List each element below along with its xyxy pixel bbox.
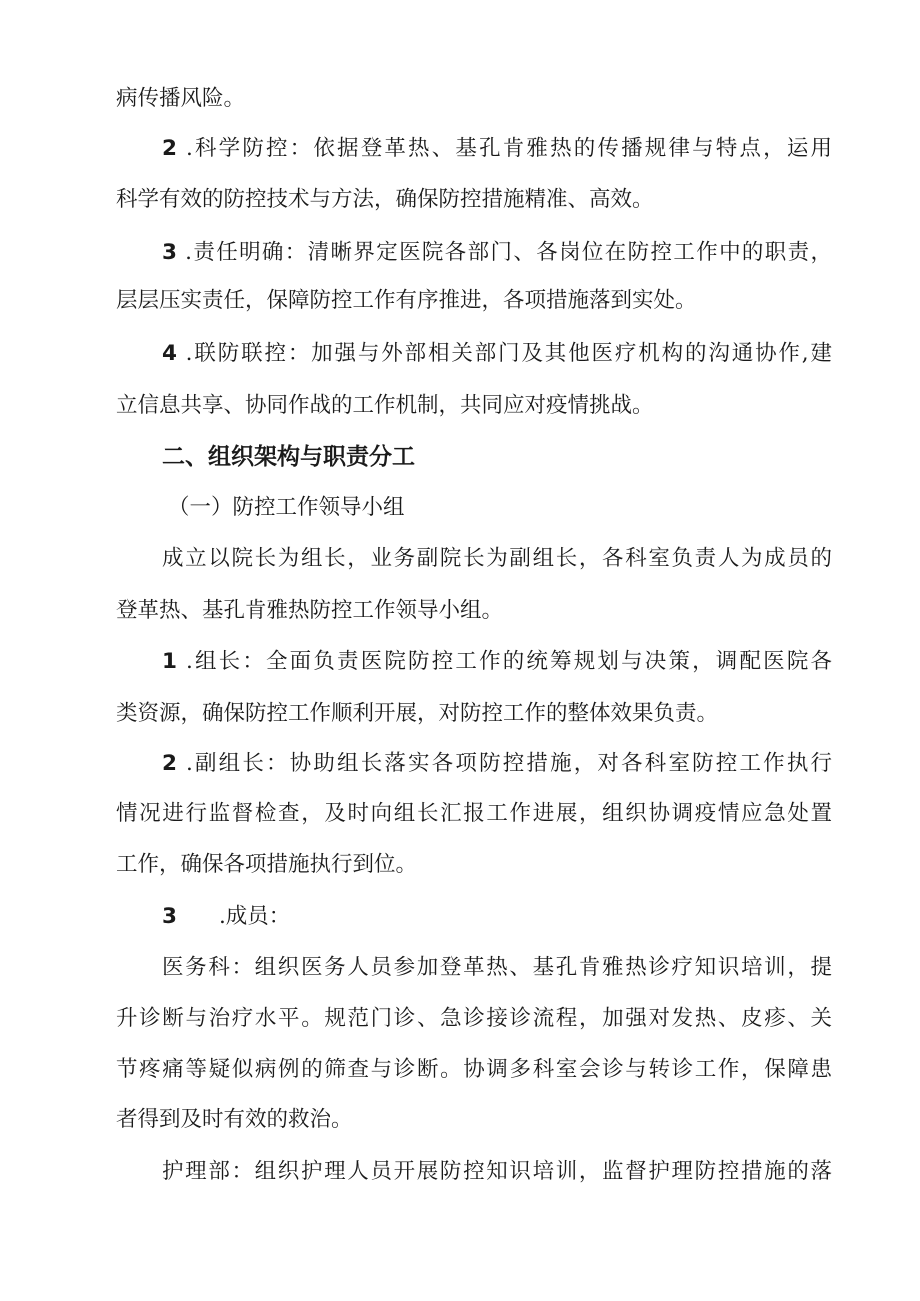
role-1-line-2: 类资源，确保防控工作顺利开展，对防控工作的整体效果负责。 [116, 701, 719, 726]
role-2-text: .副组长：协助组长落实各项防控措施，对各科室防控工作执行 [185, 751, 832, 776]
sub-heading: （一）防控工作领导小组 [168, 495, 405, 520]
role-1-text: .组长：全面负责医院防控工作的统筹规划与决策，调配医院各 [185, 649, 832, 674]
principle-2-number: 2 [162, 136, 177, 161]
principle-2-text: .科学防控：依据登革热、基孔肯雅热的传播规律与特点，运用 [185, 136, 832, 161]
principle-4-number: 4 [162, 341, 177, 366]
role-2-line-3: 工作，确保各项措施执行到位。 [116, 852, 418, 877]
principle-4-line-1 [162, 339, 832, 369]
principle-3-line-1 [162, 238, 832, 268]
members-item [162, 902, 290, 932]
role-2-line-2: 情况进行监督检查，及时向组长汇报工作进展，组织协调疫情应急处置 [116, 801, 832, 826]
dept-medical-line-3: 节疼痛等疑似病例的筛查与诊断。协调多科室会诊与转诊工作，保障患 [116, 1057, 832, 1082]
principle-2-line-1 [162, 134, 832, 164]
principle-3-line-2: 层层压实责任，保障防控工作有序推进，各项措施落到实处。 [116, 288, 697, 313]
principle-3-number: 3 [162, 240, 177, 265]
intro-tail-text: 病传播风险。 [116, 86, 246, 111]
dept-medical-line-4: 者得到及时有效的救治。 [116, 1107, 353, 1132]
group-intro-line-1: 成立以院长为组长，业务副院长为副组长，各科室负责人为成员的 [162, 546, 832, 571]
dept-medical-line-1: 医务科：组织医务人员参加登革热、基孔肯雅热诊疗知识培训，提 [162, 955, 832, 980]
principle-4-line-2: 立信息共享、协同作战的工作机制，共同应对疫情挑战。 [116, 393, 654, 418]
role-2-line-1 [162, 749, 832, 779]
dept-nursing-line-1: 护理部：组织护理人员开展防控知识培训，监督护理防控措施的落 [162, 1159, 832, 1184]
section-heading: 二、组织架构与职责分工 [162, 444, 415, 470]
group-intro-line-2: 登革热、基孔肯雅热防控工作领导小组。 [116, 598, 504, 623]
principle-2-line-2: 科学有效的防控技术与方法，确保防控措施精准、高效。 [116, 187, 654, 212]
dept-medical-line-2: 升诊断与治疗水平。规范门诊、急诊接诊流程，加强对发热、皮疹、关 [116, 1006, 832, 1031]
members-label: .成员： [218, 904, 291, 929]
role-1-line-1 [162, 647, 832, 677]
principle-3-text: .责任明确：清晰界定医院各部门、各岗位在防控工作中的职责， [185, 240, 832, 265]
role-2-number: 2 [162, 751, 177, 776]
principle-4-text: .联防联控：加强与外部相关部门及其他医疗机构的沟通协作,建 [185, 341, 832, 366]
members-number: 3 [162, 904, 177, 929]
role-1-number: 1 [162, 649, 177, 674]
